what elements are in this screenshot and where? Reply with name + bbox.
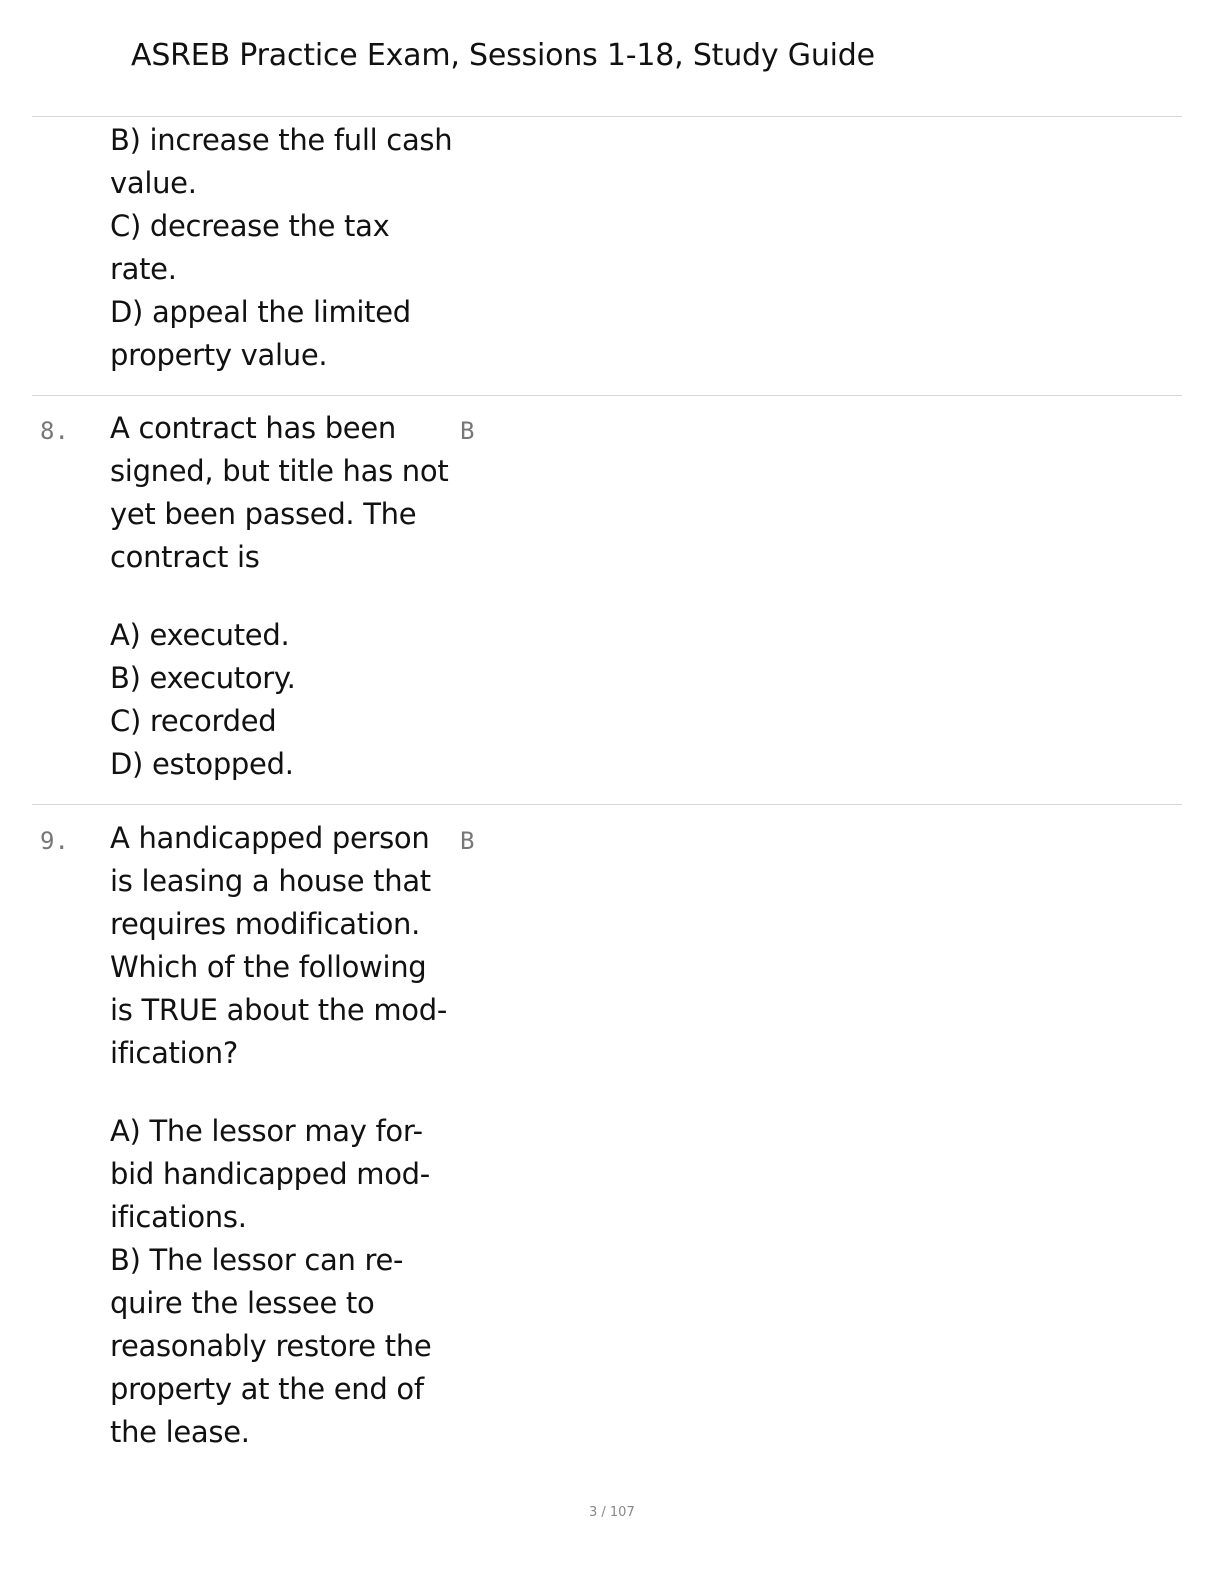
option-line: property at the end of [110,1372,424,1406]
question-line: A contract has been [110,411,396,445]
option-c-line-1: C) decrease the tax [110,209,390,243]
option-b-line-1: B) increase the full cash [110,123,453,157]
page-number: 3 / 107 [589,1505,635,1520]
option-line: ifications. [110,1200,247,1234]
question-line: contract is [110,540,260,574]
question-line: is TRUE about the mod- [110,993,447,1027]
question-line: requires modification. [110,907,421,941]
answer-key: B [460,417,475,445]
option-d-line-1: D) appeal the limited [110,295,411,329]
question-line: ification? [110,1036,238,1070]
option-line: the lease. [110,1415,250,1449]
question-line: is leasing a house that [110,864,431,898]
question-7-options [110,119,460,377]
question-number: 9. [40,827,69,855]
page-title: ASREB Practice Exam, Sessions 1-18, Study Guide [131,38,875,73]
divider [32,395,1182,396]
question-number: 8. [40,417,69,445]
option-d-line-2: property value. [110,338,328,372]
option-c-line-2: rate. [110,252,177,286]
question-line: signed, but title has not [110,454,449,488]
option-line: reasonably restore the [110,1329,432,1363]
option-d: D) estopped. [110,747,294,781]
option-b-line-2: value. [110,166,197,200]
answer-key: B [460,827,475,855]
divider [32,804,1182,805]
option-line: A) The lessor may for- [110,1114,423,1148]
question-9-options [110,1110,460,1454]
option-a: A) executed. [110,618,290,652]
option-line: B) The lessor can re- [110,1243,404,1277]
option-b: B) executory. [110,661,296,695]
option-line: quire the lessee to [110,1286,375,1320]
question-9-text [110,817,460,1075]
question-8-text [110,407,460,579]
question-line: A handicapped person [110,821,430,855]
option-c: C) recorded [110,704,277,738]
option-line: bid handicapped mod- [110,1157,430,1191]
question-line: yet been passed. The [110,497,417,531]
divider [32,116,1182,117]
question-line: Which of the following [110,950,427,984]
question-8-options [110,614,460,786]
